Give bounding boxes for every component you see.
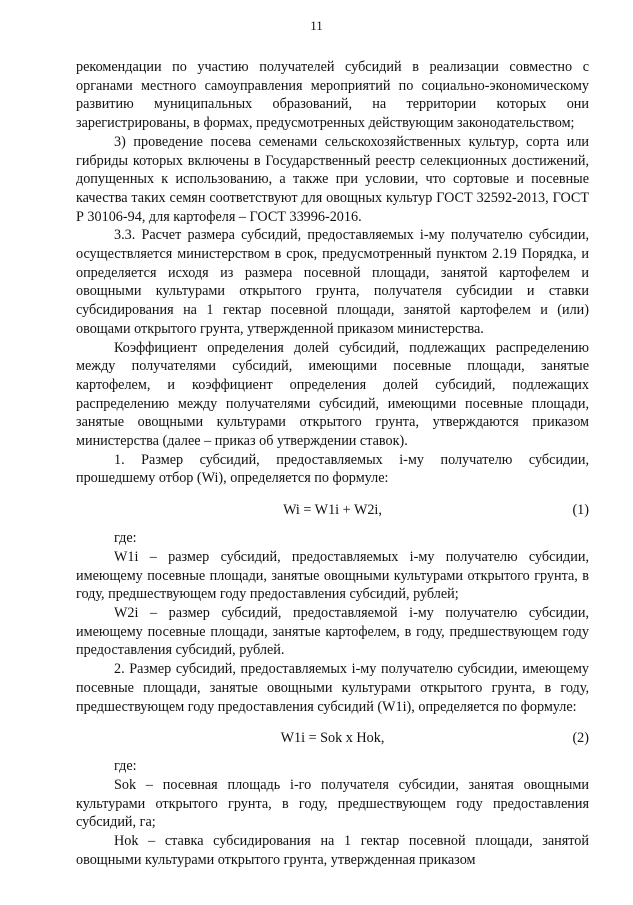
document-body [76,58,589,869]
definition: W1i – размер субсидий, предоставляемых i-му получателю субсидии, имеющему посевные площади, занятые овощными культурами открытого грунта, в году, предшествующем году предоставления субсидий, рублей; [76,548,589,603]
paragraph: 2. Размер субсидий, предоставляемых i-му получателю субсидии, имеющему посевные площади, занятые овощными культурами открытого грунта, в году, предшествующем году предоставления субсидий (W1i), определяется по формуле: [76,661,589,715]
definition: Hok – ставка субсидирования на 1 гектар посевной площади, занятой овощными культурами открытого грунта, утвержденная приказом [76,833,589,868]
where-label: где: [114,758,137,775]
formula-expression: W1i = Sok x Hok, [280,730,385,747]
paragraph: 1. Размер субсидий, предоставляемых i-му получателю субсидии, прошедшему отбор (Wi), определяется по формуле: [76,451,589,487]
definition: Sok – посевная площадь i-го получателя субсидии, занятая овощными культурами открытого грунта, в году, предшествующем году предоставления субсидий, га; [76,776,589,831]
page-number: 11 [310,18,323,33]
paragraph: 3) проведение посева семенами сельскохозяйственных культур, сорта или гибриды которых включены в Государственный реестр селекционных достижений, допущенных к использованию, а также при условии, что сортовые и посевные качества таких семян соответствуют для овощных культур ГОСТ 32592-2013, ГОСТ Р 30106-94, для картофеля – ГОСТ 33996-2016. [76,133,589,225]
where-label: где: [114,530,137,547]
formula-2 [76,729,589,748]
formula-1 [76,501,589,520]
formula-number: (1) [572,502,589,519]
paragraph: рекомендации по участию получателей субсидий в реализации совместно с органами местного самоуправления мероприятий по социально-экономическому развитию муниципальных образований, на территории которых они зарегистрированы, в формах, предусмотренных действующим законодательством; [76,59,589,132]
paragraph: Коэффициент определения долей субсидий, подлежащих распределению между получателями субсидий, имеющими посевные площади, занятые картофелем, и коэффициент определения долей субсидий, подлежащих распределению между получателями субсидий, имеющими посевные площади, занятые овощными культурами открытого грунта, утверждаются приказом министерства (далее – приказ об утверждении ставок). [76,339,589,450]
formula-number: (2) [572,730,589,747]
formula-expression: Wi = W1i + W2i, [283,502,382,519]
paragraph: 3.3. Расчет размера субсидий, предоставляемых i-му получателю субсидии, осуществляется министерством в срок, предусмотренный пунктом 2.19 Порядка, и определяется исходя из размера посевной площади, занятой картофелем и овощными культурами открытого грунта, получателя субсидии и ставки субсидирования на 1 гектар посевной площади, занятой картофелем и (или) овощами открытого грунта, утвержденной приказом министерства. [76,227,589,337]
definition: W2i – размер субсидий, предоставляемой i-му получателю субсидии, имеющему посевные площади, занятые картофелем, в году, предшествующем году предоставления субсидий, рублей. [76,604,589,659]
